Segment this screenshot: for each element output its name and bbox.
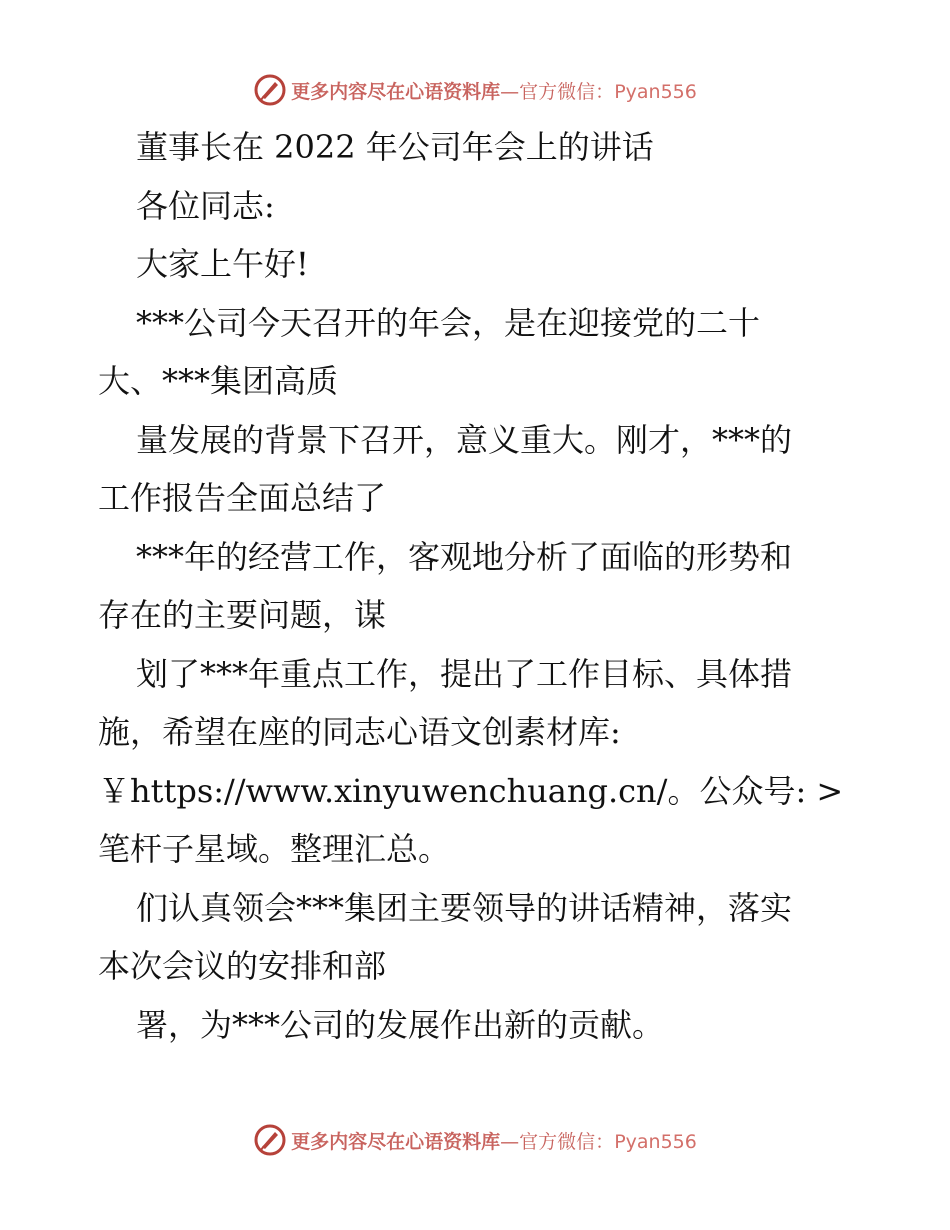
banner-label: 官方微信： [519, 80, 615, 103]
paragraph-line: 施，希望在座的同志心语文创素材库: [98, 713, 621, 751]
header-watermark-banner [0, 72, 950, 108]
footer-watermark-banner [0, 1122, 950, 1158]
paragraph-line: 本次会议的安排和部 [98, 947, 387, 985]
banner-main-text: 更多内容尽在心语资料库 [291, 1130, 501, 1153]
greeting: 大家上午好! [136, 245, 309, 283]
quill-seal-icon [253, 1123, 287, 1157]
paragraph-line: ￥https://www.xinyuwenchuang.cn/。公众号: > [98, 771, 844, 810]
banner-dash: — [500, 80, 520, 103]
paragraph-line: 大、***集团高质 [98, 362, 339, 400]
banner-account: Pyan556 [614, 1130, 697, 1153]
banner-dash: — [500, 1130, 520, 1153]
banner-label: 官方微信： [519, 1130, 615, 1153]
paragraph-line: 存在的主要问题，谋 [98, 596, 387, 634]
paragraph-line: 工作报告全面总结了 [98, 479, 387, 517]
salutation: 各位同志: [136, 186, 275, 225]
paragraph-line: 笔杆子星域。整理汇总。 [98, 830, 451, 868]
paragraph-line: 们认真领会***集团主要领导的讲话精神，落实 [136, 888, 793, 927]
banner-main-text: 更多内容尽在心语资料库 [291, 80, 501, 103]
banner-text [291, 1127, 697, 1154]
paragraph-line: 量发展的背景下召开，意义重大。刚才，***的 [136, 420, 793, 459]
paragraph-line: ***年的经营工作，客观地分析了面临的形势和 [136, 537, 793, 576]
banner-account: Pyan556 [614, 80, 697, 103]
quill-seal-icon [253, 73, 287, 107]
document-title: 董事长在 2022 年公司年会上的讲话 [136, 128, 654, 166]
document-body [98, 118, 844, 1054]
banner-text [291, 77, 697, 104]
paragraph-line: 划了***年重点工作，提出了工作目标、具体措 [136, 654, 793, 693]
paragraph-line: 署，为***公司的发展作出新的贡献。 [136, 1005, 665, 1044]
paragraph-line: ***公司今天召开的年会，是在迎接党的二十 [136, 303, 761, 342]
